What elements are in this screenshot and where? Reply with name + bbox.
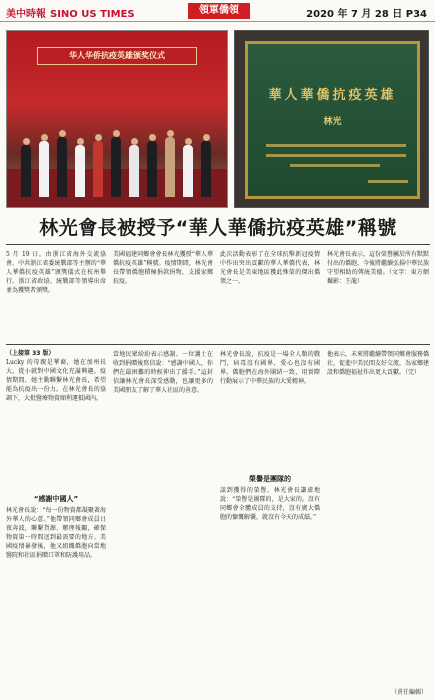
- headline: 林光會長被授予“華人華僑抗疫英雄”稱號: [39, 217, 397, 239]
- brand-cn: 美中時報: [6, 9, 46, 20]
- person-head: [149, 134, 156, 141]
- issue-date: 2020 年 7 月 28 日 P34: [306, 9, 427, 20]
- subhead: 榮譽是團隊的: [249, 475, 291, 483]
- person-figure: [111, 137, 121, 197]
- plaque-text-line: [290, 164, 380, 167]
- person-figure: [57, 137, 67, 197]
- body-paragraph: 林光會長說：“每一份物資都凝聚著海外華人的心意。”他帶領同鄉會成員日夜奔波，聯繫貨源、辦理報關，確保物資第一時間送到最需要的地方。美國疫情暴發後，他又組織僑胞向當地醫院和社區捐贈口罩和防護用品。: [6, 507, 106, 560]
- person-figure: [201, 141, 211, 197]
- person-figure: [147, 141, 157, 197]
- person-head: [167, 130, 174, 137]
- person-head: [113, 130, 120, 137]
- person-head: [203, 134, 210, 141]
- body-paragraph: 林光會長說，抗疫是一場全人類的戰鬥，病毒沒有國界，愛心也沒有國界。僑胞們在海外團結一致，用實際行動展示了中華民族的大愛精神。: [220, 351, 320, 386]
- person-head: [185, 138, 192, 145]
- person-head: [77, 138, 84, 145]
- person-figure: [75, 145, 85, 197]
- person-head: [95, 134, 102, 141]
- intro-paragraph: 此次活動表彰了在全球抗擊新冠疫情中作出突出貢獻的華人華僑代表，林光會長是美東地區獲此殊榮的傑出僑領之一。: [220, 251, 320, 286]
- subhead: “感謝中國人”: [33, 495, 79, 503]
- page-header: [0, 0, 435, 22]
- body-paragraph: 當地民眾紛紛表示感謝。一位護士在收到捐贈後寫信說：“感謝中國人，你們在最困難的時候伸出了援手。”這封信讓林光會長深受感動，也讓更多的美國朋友了解了華人社區的善意。: [113, 351, 213, 395]
- body-paragraph: 談到獲得的榮譽，林光會長謙虛地說：“榮譽是團隊的，是大家的。沒有同鄉會全體成員的支持，沒有廣大僑胞的慷慨解囊，就沒有今天的成績。”: [220, 487, 320, 522]
- person-head: [41, 134, 48, 141]
- award-plaque: [245, 41, 420, 199]
- plaque-date-line: [368, 180, 408, 183]
- intro-paragraph: 林光會長表示，這份榮譽屬於所有默默付出的僑胞，今後將繼續弘揚中華民族守望相助的傳統美德。（文字：東方網 攝影：王龍）: [327, 251, 429, 286]
- masthead: [6, 5, 135, 20]
- award-ceremony-photo: [6, 30, 228, 208]
- person-head: [23, 138, 30, 145]
- ceremony-banner: 华人华侨抗疫英雄颁奖仪式: [37, 47, 197, 65]
- person-head: [131, 138, 138, 145]
- person-figure: [129, 145, 139, 197]
- intro-paragraph: 美國福建同鄉會會長林光獲授“華人華僑抗疫英雄”稱號。疫情期間，林光會長帶領僑胞積極捐款捐物，支援家鄉抗疫。: [113, 251, 213, 286]
- person-figure: [93, 141, 103, 197]
- divider: [6, 244, 430, 245]
- plaque-text-line: [266, 154, 406, 157]
- person-figure: [183, 145, 193, 197]
- plaque-name: 林光: [323, 117, 342, 127]
- editor-credit: （責任編輯）: [390, 689, 427, 696]
- person-head: [59, 130, 66, 137]
- plaque-text-line: [266, 144, 406, 147]
- body-paragraph: Lucky 的母親是華裔，她在加州長大，從小就對中國文化充滿興趣。疫情期間，她主動聯繫林光會長，希望能為抗疫出一份力。在林光會長的協調下，大批醫療物資順利運抵國內。: [6, 359, 106, 403]
- plaque-photo: [234, 30, 429, 208]
- brand-en: SINO US TIMES: [50, 9, 135, 20]
- continued-from: （上接第 33 版）: [6, 350, 55, 357]
- section-label: 領軍僑領: [188, 3, 250, 19]
- body-paragraph: 他表示，未來將繼續帶領同鄉會服務僑社，促進中美民間友好交流，為家鄉建設和僑胞福祉作出更大貢獻。（完）: [327, 351, 429, 377]
- person-figure: [39, 141, 49, 197]
- person-figure: [21, 145, 31, 197]
- intro-paragraph: 5 月 19 日，由浙江省海外交流協會、中共浙江省委統戰部等主辦的“華人華僑抗疫英雄”頒獎儀式在杭州舉行。浙江省政協、統戰部等領導出席並為獲獎者頒獎。: [6, 251, 106, 295]
- person-figure: [165, 137, 175, 197]
- divider: [6, 344, 430, 345]
- plaque-title: 華人華僑抗疫英雄: [268, 88, 397, 103]
